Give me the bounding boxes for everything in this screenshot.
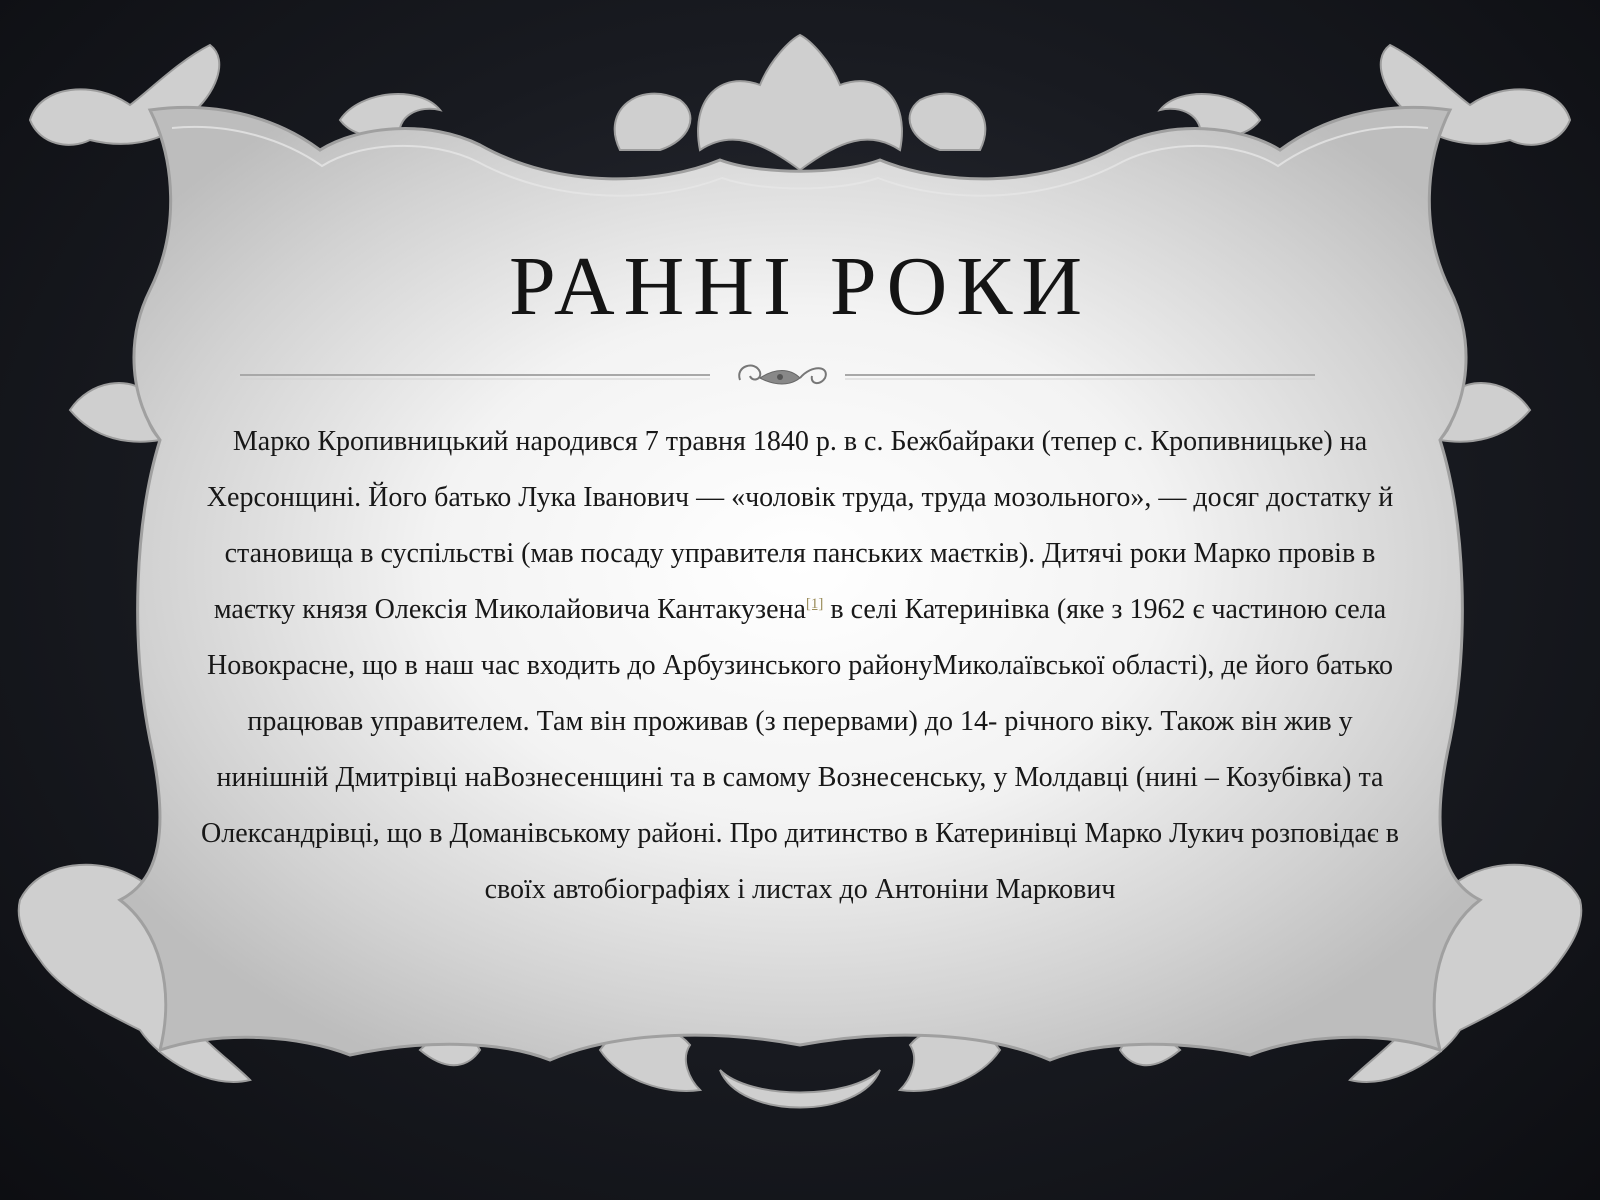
flourish-divider-icon	[240, 358, 1360, 394]
slide-title: РАННІ РОКИ	[508, 240, 1092, 333]
footnote-reference-link[interactable]: [1]	[805, 596, 824, 612]
body-paragraph	[190, 414, 1410, 918]
paragraph-text-part2: в селі Катеринівка (яке з 1962 є частиною села Новокрасне, що в наш час входить до Арбузинського районуМиколаївської області), де його батько працював управителем. Там він проживав (з перервами) до 14- річного віку. Також він жив у нинішній Дмитрівці наВознесенщині та в самому Вознесенську, у Молдавці (нині – Козубівка) та Олександрівці, що в Доманівському районі. Про дитинство в Катеринівці Марко Лукич розповідає в своїх автобіографіях і листах до Антоніни Маркович	[201, 594, 1399, 905]
paragraph-text-part1: Марко Кропивницький народився 7 травня 1840 р. в с. Бежбайраки (тепер с. Кропивницьке) на Херсонщині. Його батько Лука Іванович — «чоловік труда, труда мозольного», — досяг достатку й становища в суспільстві (мав посаду управителя панських маєтків). Дитячі роки Марко провів в маєтку князя Олексія Миколайовича Кантакузена	[206, 426, 1394, 625]
